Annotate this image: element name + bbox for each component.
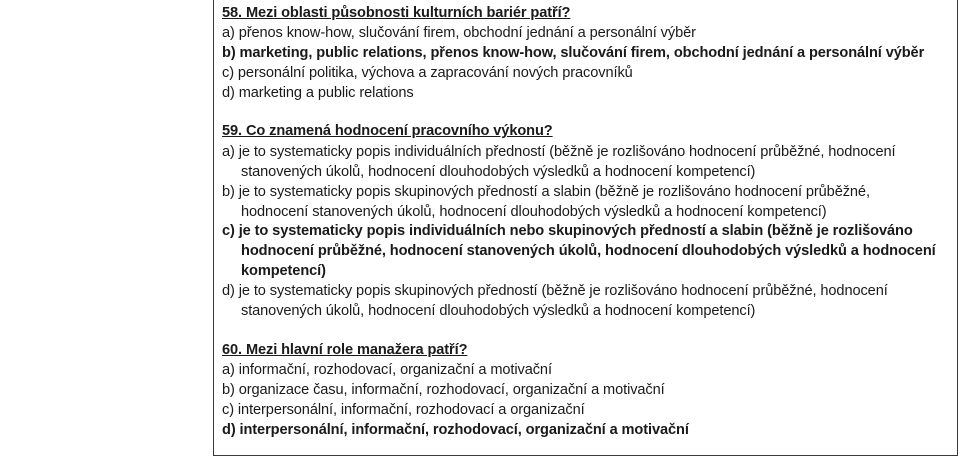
question-60-option-b: b) organizace času, informační, rozhodovací, organizační a motivační: [222, 382, 665, 398]
table-border-left: [213, 0, 214, 456]
question-58-option-a: a) přenos know-how, slučování firem, obchodní jednání a personální výběr: [222, 25, 696, 41]
question-60-option-c: c) interpersonální, informační, rozhodovací a organizační: [222, 402, 585, 418]
question-59-option-d: d) je to systematicky popis skupinových předností (běžně je rozlišováno hodnocení průběžné, hodnocení: [222, 283, 888, 299]
question-59-option-d-cont: stanovených úkolů, hodnocení dlouhodobých výsledků a hodnocení kompetencí): [241, 303, 756, 319]
question-60-option-a: a) informační, rozhodovací, organizační a motivační: [222, 362, 552, 378]
question-59-option-c-correct: c) je to systematicky popis individuálních nebo skupinových předností a slabin (běžně je rozlišováno: [222, 223, 913, 239]
question-59-option-a: a) je to systematicky popis individuálních předností (běžně je rozlišováno hodnocení průběžné, hodnocení: [222, 144, 896, 160]
question-58-option-b-correct: b) marketing, public relations, přenos know-how, slučování firem, obchodní jednání a personální výběr: [222, 45, 925, 61]
table-border-right: [957, 0, 958, 456]
question-60-option-d-correct: d) interpersonální, informační, rozhodovací, organizační a motivační: [222, 422, 689, 438]
question-58-option-d: d) marketing a public relations: [222, 85, 414, 101]
question-59-option-b-cont: hodnocení stanovených úkolů, hodnocení dlouhodobých výsledků a hodnocení kompetencí): [241, 204, 827, 220]
question-58-heading: 58. Mezi oblasti působnosti kulturních bariér patří?: [222, 5, 571, 21]
question-60-heading: 60. Mezi hlavní role manažera patří?: [222, 342, 468, 358]
question-59-option-a-cont: stanovených úkolů, hodnocení dlouhodobých výsledků a hodnocení kompetencí): [241, 164, 756, 180]
question-58-option-c: c) personální politika, výchova a zapracování nových pracovníků: [222, 65, 633, 81]
question-59-heading: 59. Co znamená hodnocení pracovního výkonu?: [222, 123, 553, 139]
question-59-option-c-cont2: kompetencí): [241, 263, 326, 279]
question-59-option-b: b) je to systematicky popis skupinových předností a slabin (běžně je rozlišováno hodnocení průběžné,: [222, 184, 870, 200]
question-59-option-c-cont: hodnocení průběžné, hodnocení stanovených úkolů, hodnocení dlouhodobých výsledků a hodnocení: [241, 243, 936, 259]
table-border-bottom: [213, 455, 958, 456]
